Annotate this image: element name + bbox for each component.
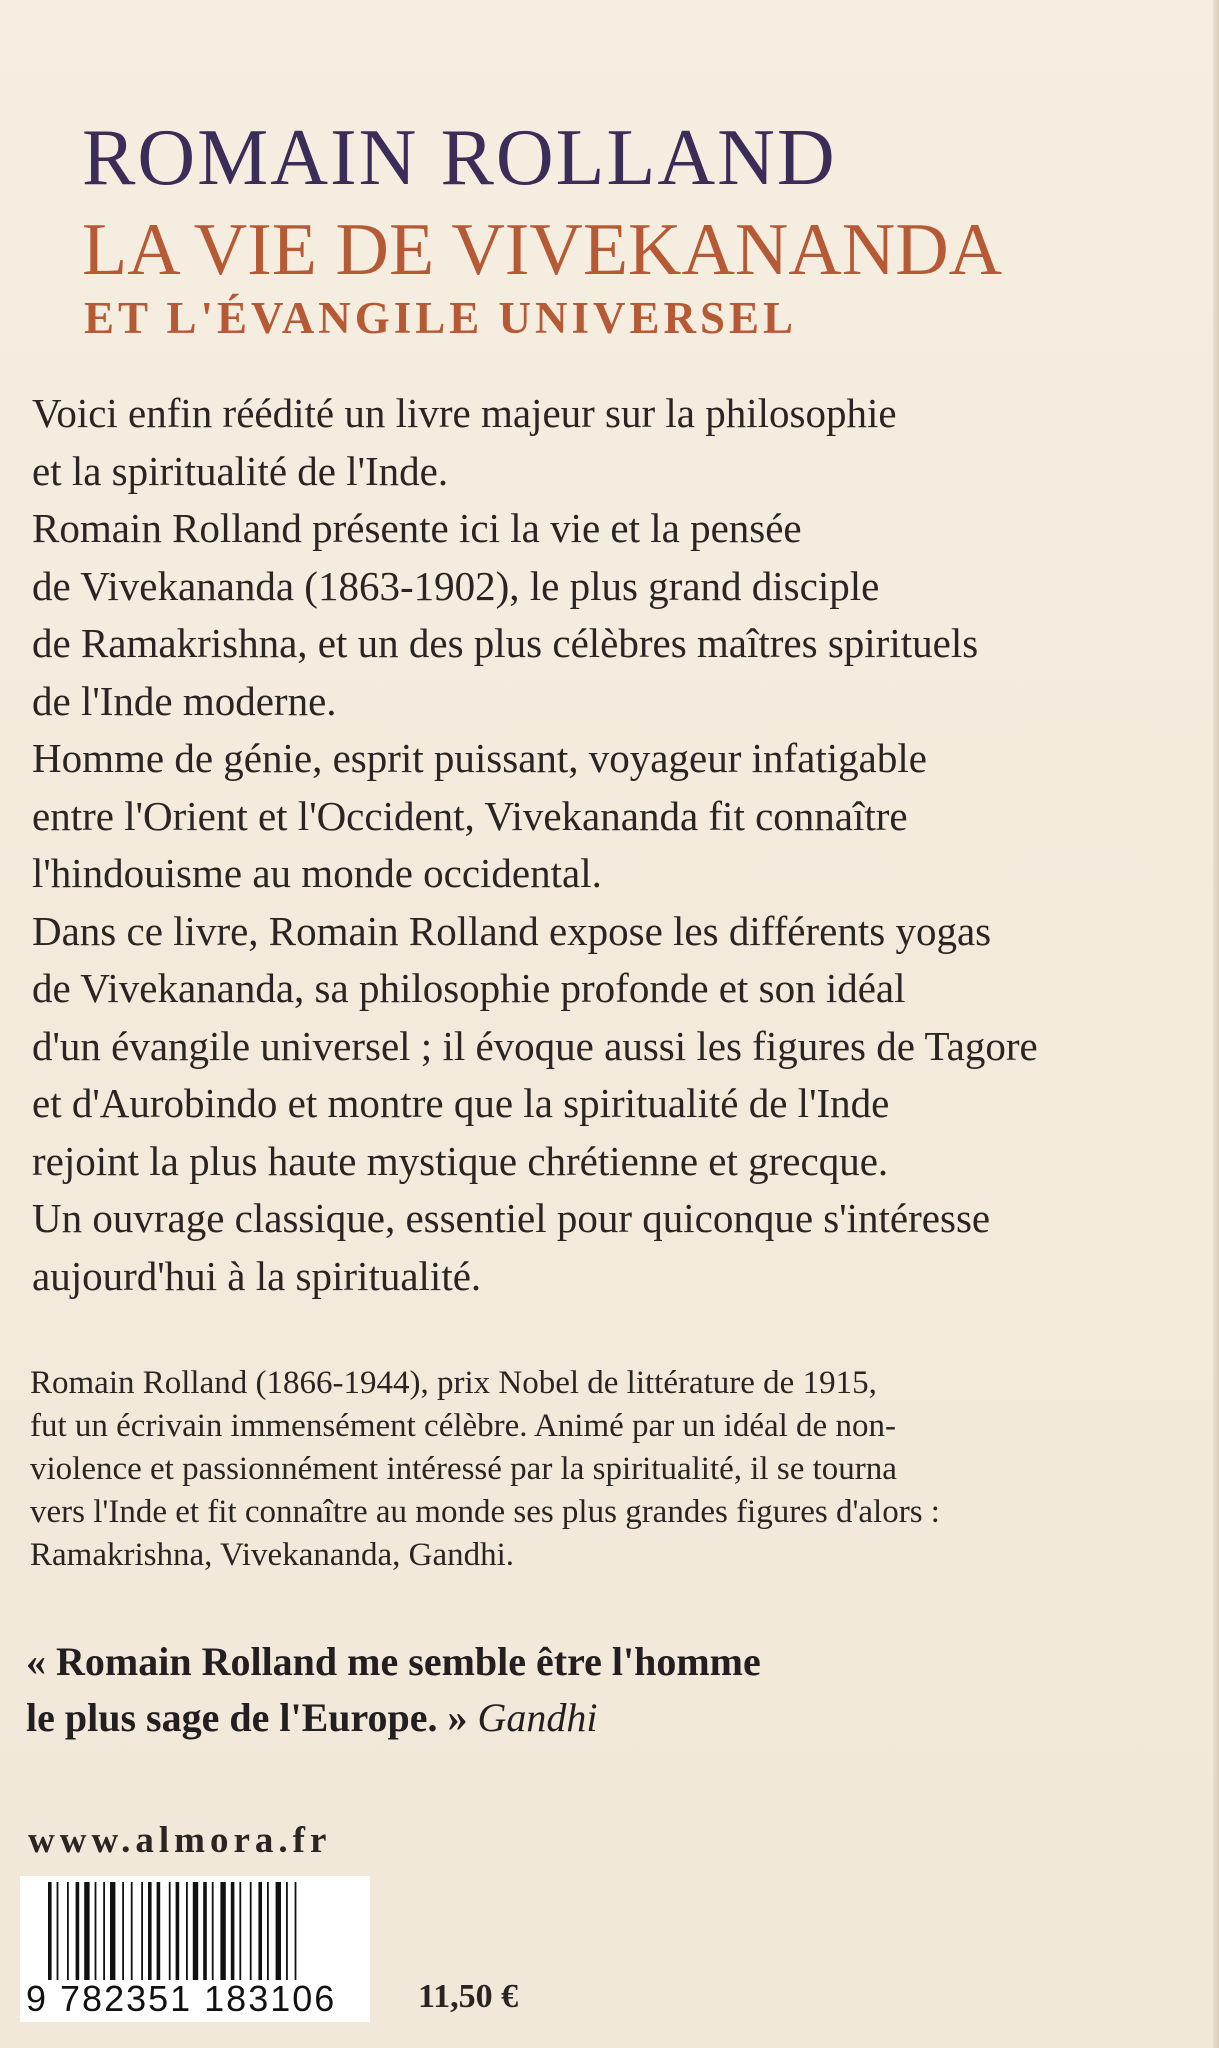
blurb-line: de Ramakrishna, et un des plus célèbres maîtres spirituels bbox=[32, 620, 979, 666]
blurb-line: de l'Inde moderne. bbox=[32, 677, 337, 724]
barcode-bar bbox=[57, 1882, 59, 1980]
blurb-line: d'un évangile universel ; il évoque aussi les figures de Tagore bbox=[32, 1022, 1038, 1069]
quote-attribution: Gandhi bbox=[477, 1695, 598, 1740]
blurb-line: entre l'Orient et l'Occident, Vivekananda fit connaître bbox=[32, 792, 908, 839]
cover-edge bbox=[1213, 0, 1219, 2048]
bio-line: fut un écrivain immensément célèbre. Animé par un idéal de non- bbox=[30, 1408, 896, 1444]
bio-line: Ramakrishna, Vivekananda, Gandhi. bbox=[30, 1537, 515, 1573]
barcode-bar bbox=[286, 1882, 288, 1980]
quote-line: « Romain Rolland me semble être l'homme bbox=[26, 1639, 761, 1684]
barcode-bar bbox=[84, 1882, 89, 1980]
barcode-bar bbox=[203, 1882, 207, 1980]
author-bio bbox=[30, 1362, 1170, 1577]
blurb-line: Homme de génie, esprit puissant, voyageur infatigable bbox=[32, 735, 927, 781]
barcode-bar bbox=[122, 1882, 124, 1980]
barcode-bar bbox=[48, 1882, 52, 1980]
blurb-line: Voici enfin réédité un livre majeur sur la philosophie bbox=[32, 390, 897, 436]
barcode-bar bbox=[239, 1882, 241, 1980]
barcode-bar bbox=[231, 1882, 235, 1980]
blurb-line: Dans ce livre, Romain Rolland expose les différents yogas bbox=[32, 907, 992, 954]
barcode-bar bbox=[258, 1882, 262, 1980]
barcode-bar bbox=[169, 1882, 171, 1980]
barcode-bar bbox=[267, 1882, 269, 1980]
barcode-bar bbox=[95, 1882, 97, 1980]
blurb-line: Un ouvrage classique, essentiel pour quiconque s'intéresse bbox=[32, 1195, 991, 1241]
barcode-bar bbox=[220, 1882, 225, 1980]
barcode-bar bbox=[148, 1882, 152, 1980]
blurb-line: rejoint la plus haute mystique chrétienne et grecque. bbox=[32, 1137, 889, 1184]
blurb-line: Romain Rolland présente ici la vie et la pensée bbox=[32, 505, 802, 551]
publisher-website: www.almora.fr bbox=[28, 1820, 332, 1861]
price: 11,50 € bbox=[418, 1978, 519, 2015]
barcode-bar bbox=[276, 1882, 281, 1980]
barcode-bar bbox=[131, 1882, 133, 1980]
quote-line: le plus sage de l'Europe. » bbox=[26, 1695, 468, 1740]
barcode-bar bbox=[157, 1882, 161, 1980]
bio-line: Romain Rolland (1866-1944), prix Nobel de littérature de 1915, bbox=[30, 1365, 877, 1401]
barcode-bar bbox=[141, 1882, 143, 1980]
blurb-line: et la spiritualité de l'Inde. bbox=[32, 447, 449, 494]
barcode-bar bbox=[193, 1882, 198, 1980]
barcode bbox=[20, 1876, 370, 2022]
barcode-bar bbox=[250, 1882, 252, 1980]
barcode-bar bbox=[176, 1882, 180, 1980]
blurb-line: et d'Aurobindo et montre que la spiritualité de l'Inde bbox=[32, 1080, 890, 1126]
barcode-bar bbox=[67, 1882, 69, 1980]
book-title: LA VIE DE VIVEKANANDA bbox=[82, 209, 1003, 291]
blurb-line: de Vivekananda (1863-1902), le plus grand disciple bbox=[32, 562, 880, 609]
blurb-line: aujourd'hui à la spiritualité. bbox=[32, 1252, 482, 1299]
bio-line: violence et passionnément intéressé par la spiritualité, il se tourna bbox=[30, 1451, 897, 1487]
barcode-bars bbox=[48, 1882, 364, 1980]
blurb-line: l'hindouisme au monde occidental. bbox=[32, 850, 602, 896]
barcode-bar bbox=[212, 1882, 214, 1980]
barcode-bar bbox=[110, 1882, 115, 1980]
blurb-line: de Vivekananda, sa philosophie profonde et son idéal bbox=[32, 965, 906, 1011]
bio-line: vers l'Inde et fit connaître au monde ses plus grandes figures d'alors : bbox=[30, 1494, 940, 1530]
isbn-number: 9 782351 183106 bbox=[26, 1978, 337, 2019]
blurb bbox=[32, 385, 1162, 1305]
gandhi-quote bbox=[26, 1634, 761, 1746]
quote-line-2 bbox=[26, 1690, 761, 1746]
barcode-bar bbox=[295, 1882, 297, 1980]
barcode-bar bbox=[103, 1882, 105, 1980]
barcode-bar bbox=[186, 1882, 188, 1980]
book-subtitle: ET L'ÉVANGILE UNIVERSEL bbox=[84, 293, 798, 343]
author-name: ROMAIN ROLLAND bbox=[82, 114, 837, 202]
barcode-bar bbox=[76, 1882, 80, 1980]
